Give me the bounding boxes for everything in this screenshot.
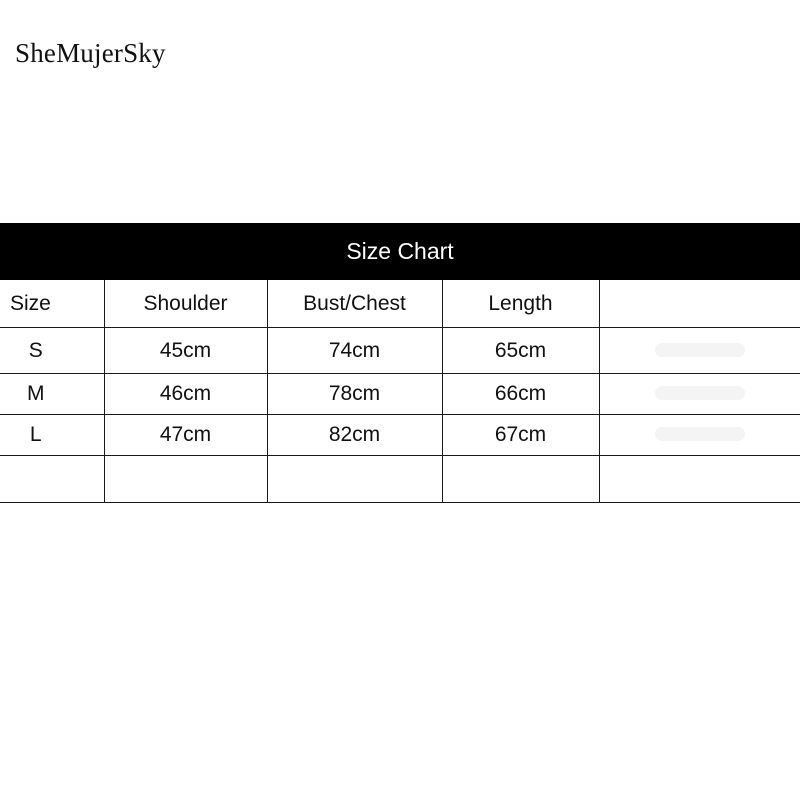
shoulder-value: 46cm <box>104 374 267 415</box>
brand-logo: SheMujerSky <box>15 38 166 68</box>
faded-text-smudge <box>655 427 745 441</box>
blank-cell <box>599 456 800 503</box>
blank-cell <box>0 456 104 503</box>
length-value: 67cm <box>442 415 599 456</box>
blank-cell <box>599 328 800 374</box>
size-chart-title: Size Chart <box>346 238 454 264</box>
table-header-row <box>0 280 800 328</box>
size-label: L <box>0 415 104 456</box>
table-row <box>0 456 800 503</box>
size-label: S <box>0 328 104 374</box>
table-row <box>0 374 800 415</box>
header-size: Size <box>0 280 104 328</box>
length-value: 65cm <box>442 328 599 374</box>
shoulder-value: 45cm <box>104 328 267 374</box>
bust-chest-value: 82cm <box>267 415 442 456</box>
blank-cell <box>104 456 267 503</box>
bust-chest-value: 78cm <box>267 374 442 415</box>
shoulder-value: 47cm <box>104 415 267 456</box>
bust-chest-value: 74cm <box>267 328 442 374</box>
blank-cell <box>599 415 800 456</box>
length-value: 66cm <box>442 374 599 415</box>
table-row <box>0 328 800 374</box>
size-chart-title-bar <box>0 223 800 280</box>
header-blank <box>599 280 800 328</box>
table-row <box>0 415 800 456</box>
header-bust-chest: Bust/Chest <box>267 280 442 328</box>
size-label: M <box>0 374 104 415</box>
blank-cell <box>442 456 599 503</box>
header-shoulder: Shoulder <box>104 280 267 328</box>
faded-text-smudge <box>655 386 745 400</box>
header-length: Length <box>442 280 599 328</box>
blank-cell <box>267 456 442 503</box>
size-chart-table <box>0 280 800 503</box>
faded-text-smudge <box>655 343 745 357</box>
blank-cell <box>599 374 800 415</box>
